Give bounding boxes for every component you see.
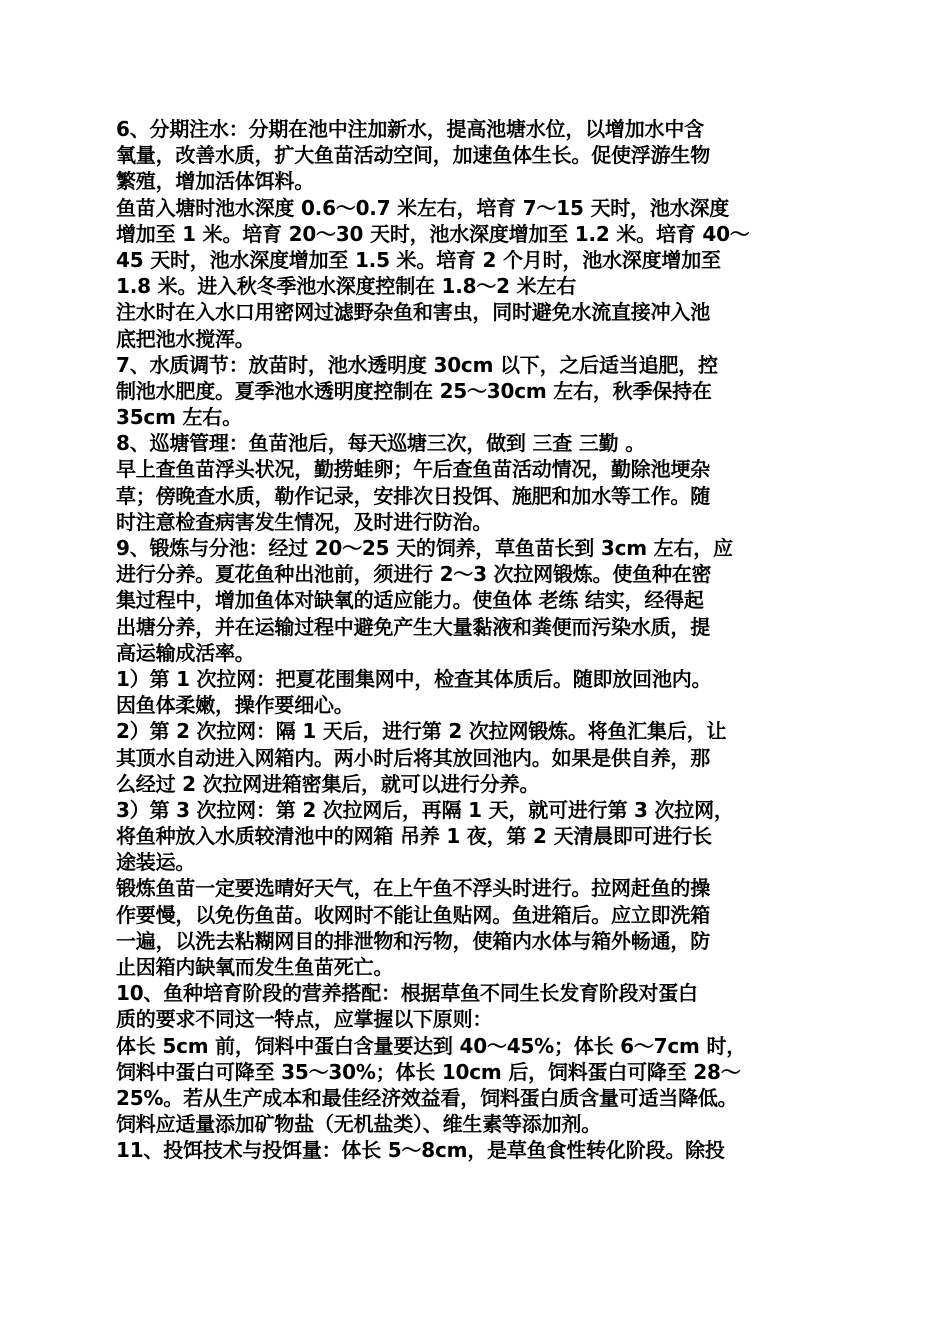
text-line: 1.8 米。进入秋冬季池水深度控制在 1.8～2 米左右 <box>116 274 577 299</box>
text-line: 一遍，以洗去粘糊网目的排泄物和污物，使箱内水体与箱外畅通，防 <box>116 928 710 953</box>
text-line: 繁殖，增加活体饵料。 <box>116 169 314 194</box>
text-line: 6、分期注水：分期在池中注加新水，提高池塘水位，以增加水中含 <box>116 117 704 141</box>
text-line: 将鱼种放入水质较清池中的网箱 吊养 1 夜，第 2 天清晨即可进行长 <box>116 824 712 849</box>
text-line: 止因箱内缺氧而发生鱼苗死亡。 <box>116 955 394 979</box>
text-line: 8、巡塘管理：鱼苗池后，每天巡塘三次，做到 三查 三勤 。 <box>116 431 646 456</box>
text-line: 因鱼体柔嫩，操作要细心。 <box>116 693 354 718</box>
text-line: 高运输成活率。 <box>116 640 255 665</box>
text-line: 途装运。 <box>116 850 196 875</box>
text-line: 35cm 左右。 <box>116 405 242 430</box>
text-line: 作要慢，以免伤鱼苗。收网时不能让鱼贴网。鱼进箱后。应立即洗箱 <box>116 902 710 927</box>
text-line: 10、鱼种培育阶段的营养搭配：根据草鱼不同生长发育阶段对蛋白 <box>116 981 698 1006</box>
text-line: 质的要求不同这一特点，应掌握以下原则： <box>116 1007 493 1032</box>
text-line: 进行分养。夏花鱼种出池前，须进行 2～3 次拉网锻炼。使鱼种在密 <box>116 562 712 587</box>
document-body <box>116 116 850 1164</box>
text-line: 7、水质调节：放苗时，池水透明度 30cm 以下，之后适当追肥，控 <box>116 352 718 377</box>
text-line: 3）第 3 次拉网：第 2 次拉网后，再隔 1 天，就可进行第 3 次拉网， <box>116 797 734 822</box>
text-line: 25%。若从生产成本和最佳经济效益看，饲料蛋白质含量可适当降低。 <box>116 1085 738 1110</box>
text-line: 45 天时，池水深度增加至 1.5 米。培育 2 个月时，池水深度增加至 <box>116 247 721 272</box>
text-line: 9、锻炼与分池：经过 20～25 天的饲养，草鱼苗长到 3cm 左右，应 <box>116 536 733 560</box>
text-line: 1）第 1 次拉网：把夏花围集网中，检查其体质后。随即放回池内。 <box>116 666 712 691</box>
text-line: 注水时在入水口用密网过滤野杂鱼和害虫，同时避免水流直接冲入池 <box>116 300 710 325</box>
text-line: 草；傍晚查水质，勒作记录，安排次日投饵、施肥和加水等工作。随 <box>116 483 710 508</box>
text-line: 么经过 2 次拉网进箱密集后，就可以进行分养。 <box>116 771 540 796</box>
text-line: 2）第 2 次拉网：隔 1 天后，进行第 2 次拉网锻炼。将鱼汇集后，让 <box>116 719 727 744</box>
text-line: 制池水肥度。夏季池水透明度控制在 25～30cm 左右，秋季保持在 <box>116 378 712 403</box>
text-line: 增加至 1 米。培育 20～30 天时，池水深度增加至 1.2 米。培育 40～ <box>116 221 750 246</box>
text-line: 饲料应适量添加矿物盐（无机盐类）、维生素等添加剂。 <box>116 1112 601 1137</box>
text-line: 时注意检查病害发生情况，及时进行防治。 <box>116 509 493 534</box>
text-line: 体长 5cm 前，饲料中蛋白含量要达到 40～45%；体长 6～7cm 时， <box>116 1033 747 1058</box>
text-line: 11、投饵技术与投饵量：体长 5～8cm，是草鱼食性转化阶段。除投 <box>116 1138 725 1163</box>
text-line: 集过程中，增加鱼体对缺氧的适应能力。使鱼体 老练 结实，经得起 <box>116 588 704 613</box>
text-line: 底把池水搅浑。 <box>116 326 255 351</box>
text-line: 出塘分养，并在运输过程中避免产生大量黏液和粪便而污染水质，提 <box>116 614 710 639</box>
text-line: 鱼苗入塘时池水深度 0.6～0.7 米左右，培育 7～15 天时，池水深度 <box>116 195 730 220</box>
text-line: 氧量，改善水质，扩大鱼苗活动空间，加速鱼体生长。促使浮游生物 <box>116 143 710 168</box>
text-line: 饲料中蛋白可降至 35～30%；体长 10cm 后，饲料蛋白可降至 28～ <box>116 1059 741 1084</box>
text-line: 锻炼鱼苗一定要选晴好天气，在上午鱼不浮头时进行。拉网赶鱼的操 <box>116 876 710 901</box>
text-line: 其顶水自动进入网箱内。两小时后将其放回池内。如果是供自养，那 <box>116 745 710 770</box>
text-line: 早上查鱼苗浮头状况，勤捞蛙卵；午后查鱼苗活动情况，勤除池埂杂 <box>116 457 710 482</box>
